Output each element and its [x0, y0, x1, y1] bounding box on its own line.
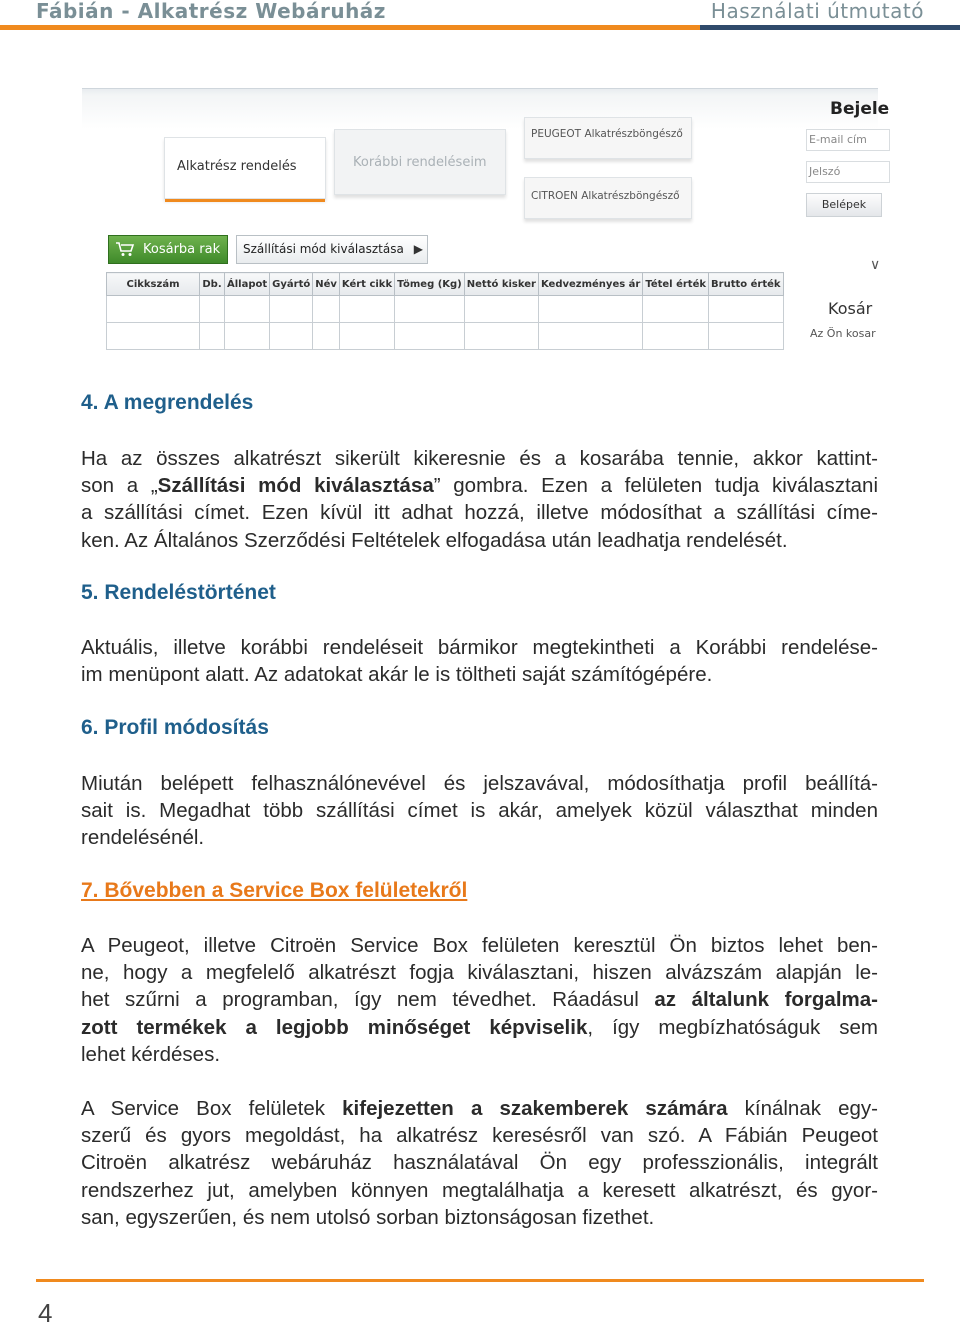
table-row [107, 296, 784, 323]
table-row [107, 323, 784, 350]
column-header: Brutto érték [709, 273, 784, 296]
tab-citroen-browser[interactable] [524, 177, 692, 219]
column-header: Név [313, 273, 340, 296]
tab-peugeot-browser-label: PEUGEOT Alkatrészböngésző [531, 128, 683, 140]
text-line: sait is. Megadhat több szállítási címet is akár, amelyek közül választhat minden [81, 799, 878, 823]
table-header-row [107, 273, 784, 296]
column-header: Gyártó [270, 273, 313, 296]
section-heading: 4. A megrendelés [81, 391, 254, 414]
column-header: Állapot [225, 273, 270, 296]
document-header-subtitle: Használati útmutató [710, 0, 924, 23]
add-to-cart-label: Kosárba rak [143, 242, 221, 257]
cart-title: Kosár [828, 299, 873, 318]
text-line: Citroën alkatrész webáruház használatával Ön egy professzionális, integrált [81, 1151, 878, 1175]
bold-phrase: az általunk forgalma- [654, 988, 878, 1012]
login-button[interactable]: Belépek [806, 193, 882, 217]
tab-parts-order[interactable] [164, 137, 326, 199]
tab-citroen-browser-label: CITROEN Alkatrészböngésző [531, 190, 680, 202]
text-line: san, egyszerűen, és nem utolsó sorban biztonságosan fizethet. [81, 1205, 655, 1229]
add-to-cart-button[interactable] [108, 235, 228, 264]
text-line: son a „Szállítási mód kiválasztása” gombra. Ezen a felületen tudja kiválasztani [81, 474, 878, 498]
section-paragraph [81, 445, 878, 554]
text-line: rendszerhez jut, amelyben könnyen megtalálhatja a keresett alkatrészt, és gyor- [81, 1178, 878, 1202]
active-tab-accent [165, 199, 325, 202]
section-paragraph [81, 770, 878, 852]
column-header: Kedvezményes ár [538, 273, 642, 296]
shipping-method-label: Szállítási mód kiválasztása [243, 242, 404, 256]
header-divider-orange [0, 25, 700, 30]
section-heading: 6. Profil módosítás [81, 716, 269, 739]
section-heading: 5. Rendeléstörténet [81, 581, 276, 604]
column-header: Kért cikk [339, 273, 394, 296]
footer-divider [36, 1279, 924, 1282]
text-line: Miután belépett felhasználónevével és jelszavával, módosíthatja profil beállítá- [81, 772, 878, 795]
text-line: szerű és gyors megoldást, ha alkatrész keresésről van szó. A Fábián Peugeot [81, 1124, 878, 1148]
text-line: zott termékek a legjobb minőséget képviselik, így megbízhatóságuk sem [81, 1015, 878, 1039]
password-field[interactable]: Jelszó [806, 161, 890, 183]
section-paragraph [81, 1095, 878, 1231]
tab-peugeot-browser[interactable] [524, 117, 692, 159]
column-header: Cikkszám [107, 273, 200, 296]
tab-previous-orders-label: Korábbi rendeléseim [353, 155, 487, 170]
cart-icon [115, 241, 135, 257]
text-line: a szállítási címet. Ezen kívül itt adhat hozzá, illetve módosíthat a szállítási címe- [81, 501, 878, 525]
email-field[interactable]: E-mail cím [806, 129, 890, 151]
tab-previous-orders[interactable] [334, 129, 506, 195]
column-header: Tömeg (Kg) [395, 273, 465, 296]
shipping-method-button[interactable] [236, 235, 428, 264]
section-heading: 7. Bővebben a Service Box felületekről [81, 879, 468, 902]
text-line: ken. Az Általános Szerződési Feltételek elfogadása után leadhatja rendelését. [81, 528, 788, 552]
tab-parts-order-label: Alkatrész rendelés [177, 159, 297, 174]
bold-phrase: zott termékek a legjobb minőséget képviselik [81, 1015, 588, 1039]
bold-phrase: Szállítási mód kiválasztása [157, 474, 434, 498]
page-number: 4 [38, 1298, 53, 1328]
login-title: Bejele [830, 99, 890, 119]
cart-table [106, 272, 784, 350]
section-paragraph [81, 634, 878, 688]
cart-subtitle: Az Ön kosar [810, 327, 876, 340]
text-line: lehet kérdéses. [81, 1042, 221, 1066]
text-line: Ha az összes alkatrészt sikerült kikeresnie és a kosarába tennie, akkor kattint- [81, 447, 878, 470]
text-line: A Service Box felületek kifejezetten a szakemberek számára kínálnak egy- [81, 1097, 879, 1120]
webshop-screenshot [82, 88, 890, 359]
header-divider-blue [700, 25, 960, 30]
chevron-down-icon: ∨ [870, 257, 881, 273]
bold-phrase: kifejezetten a szakemberek számára [342, 1097, 728, 1120]
text-line: ne, hogy a megfelelő alkatrészt fogja kiválasztani, hiszen alvázszám alapján le- [81, 961, 878, 985]
arrow-right-icon: ▶ [413, 242, 423, 256]
text-line: Aktuális, illetve korábbi rendeléseit bármikor megtekintheti a Korábbi rendelése- [81, 636, 878, 659]
section-paragraph [81, 932, 878, 1068]
column-header: Nettó kisker [464, 273, 538, 296]
text-line: rendelésénél. [81, 826, 205, 850]
text-line: het szűrni a programban, így nem tévedhet. Ráadásul az általunk forgalma- [81, 988, 878, 1012]
column-header: Tétel érték [643, 273, 709, 296]
column-header: Db. [200, 273, 225, 296]
document-header-title: Fábián - Alkatrész Webáruház [36, 0, 386, 23]
text-line: A Peugeot, illetve Citroën Service Box felületen keresztül Ön biztos lehet ben- [81, 934, 878, 957]
text-line: im menüpont alatt. Az adatokat akár le is töltheti saját számítógépére. [81, 663, 713, 687]
